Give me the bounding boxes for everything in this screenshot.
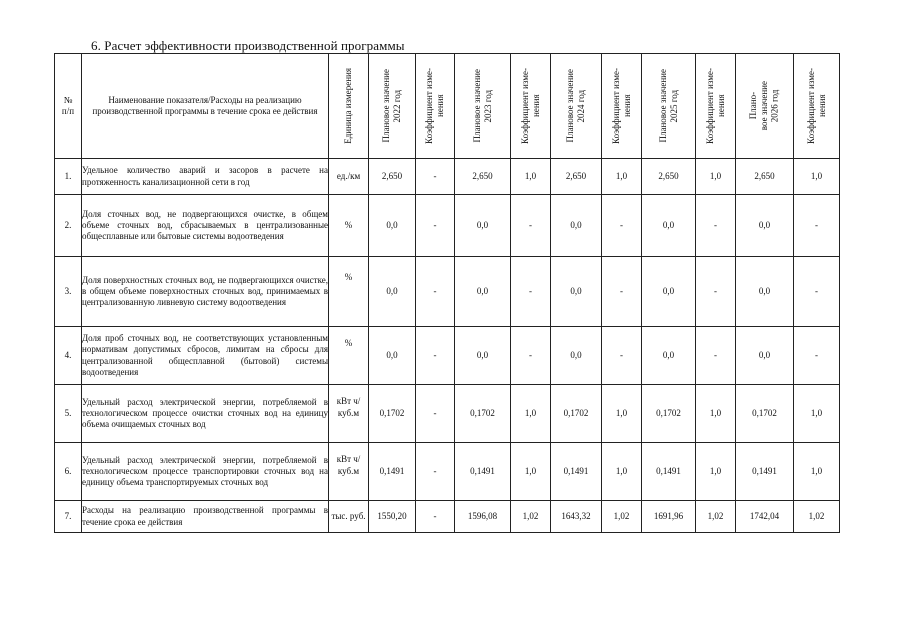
unit-cell: тыс. руб. xyxy=(329,501,369,533)
value-cell: - xyxy=(794,327,840,385)
value-cell: - xyxy=(696,257,736,327)
value-cell: - xyxy=(416,257,455,327)
value-cell: 1,0 xyxy=(511,159,551,195)
indicator-name: Расходы на реализацию производственной программы в течение срока ее действия xyxy=(82,501,329,533)
row-number: 7. xyxy=(55,501,82,533)
value-cell: 0,0 xyxy=(369,195,416,257)
value-cell: - xyxy=(416,501,455,533)
value-cell: 0,0 xyxy=(736,195,794,257)
value-cell: - xyxy=(511,327,551,385)
header-col: Коэффициент изме- нения xyxy=(696,54,736,159)
value-cell: 1,0 xyxy=(511,385,551,443)
value-cell: - xyxy=(794,195,840,257)
value-cell: 0,0 xyxy=(455,327,511,385)
value-cell: 1,0 xyxy=(696,159,736,195)
value-cell: 0,0 xyxy=(369,327,416,385)
value-cell: 0,0 xyxy=(642,327,696,385)
table-row xyxy=(55,501,840,533)
value-cell: 0,1491 xyxy=(736,443,794,501)
table-row xyxy=(55,443,840,501)
unit-cell: % xyxy=(329,315,369,373)
indicator-name: Доля проб сточных вод, не соответствующих установленным нормативам допустимых сбросов, лимитам на сбросы для централизованной общесплавной (бытовой) системы водоотведения xyxy=(82,327,329,385)
row-number: 3. xyxy=(55,257,82,327)
unit-cell: ед./км xyxy=(329,159,369,195)
header-row xyxy=(55,54,840,159)
value-cell: 0,1702 xyxy=(369,385,416,443)
value-cell: 1,0 xyxy=(696,443,736,501)
indicator-name: Доля сточных вод, не подвергающихся очистке, в общем объеме сточных вод, сбрасываемых в централизованные общесплавные или бытовые системы водоотведения xyxy=(82,195,329,257)
value-cell: 0,1702 xyxy=(455,385,511,443)
section-title: 6. Расчет эффективности производственной программы xyxy=(91,38,405,53)
value-cell: 1,0 xyxy=(602,385,642,443)
table-row xyxy=(55,195,840,257)
unit-cell: % xyxy=(329,195,369,257)
value-cell: 0,0 xyxy=(642,257,696,327)
value-cell: - xyxy=(416,159,455,195)
row-number: 5. xyxy=(55,385,82,443)
value-cell: 1,0 xyxy=(794,443,840,501)
header-col: Коэффициент изме- нения xyxy=(794,54,840,159)
value-cell: 0,0 xyxy=(551,327,602,385)
value-cell: 1643,32 xyxy=(551,501,602,533)
value-cell: 1,0 xyxy=(511,443,551,501)
value-cell: 1,0 xyxy=(602,443,642,501)
value-cell: 0,0 xyxy=(642,195,696,257)
header-col: Коэффициент изме- нения xyxy=(511,54,551,159)
value-cell: 2,650 xyxy=(642,159,696,195)
value-cell: - xyxy=(794,257,840,327)
unit-cell: кВт ч/куб.м xyxy=(329,379,369,437)
value-cell: 1,02 xyxy=(696,501,736,533)
header-col: Плановое значение 2024 год xyxy=(551,54,602,159)
value-cell: - xyxy=(416,327,455,385)
value-cell: 1,0 xyxy=(794,385,840,443)
value-cell: 1,0 xyxy=(696,385,736,443)
indicator-name: Удельное количество аварий и засоров в расчете на протяженность канализационной сети в год xyxy=(82,159,329,195)
value-cell: - xyxy=(602,327,642,385)
indicator-name: Доля поверхностных сточных вод, не подвергающихся очистке, в общем объеме поверхностных сточных вод, принимаемых в централизованную ливневую систему водоотведения xyxy=(82,257,329,327)
row-number: 6. xyxy=(55,443,82,501)
table-row xyxy=(55,385,840,443)
value-cell: 2,650 xyxy=(369,159,416,195)
value-cell: - xyxy=(511,195,551,257)
value-cell: 1,0 xyxy=(794,159,840,195)
efficiency-table xyxy=(54,53,840,533)
header-name: Наименование показателя/Расходы на реализацию производственной программы в течение срока ее действия xyxy=(82,54,329,159)
value-cell: - xyxy=(602,195,642,257)
row-number: 2. xyxy=(55,195,82,257)
value-cell: 0,1491 xyxy=(642,443,696,501)
value-cell: - xyxy=(416,443,455,501)
value-cell: - xyxy=(416,385,455,443)
value-cell: 0,0 xyxy=(551,257,602,327)
header-col: Коэффициент изме- нения xyxy=(416,54,455,159)
value-cell: 1,02 xyxy=(794,501,840,533)
table-row xyxy=(55,257,840,327)
unit-cell: кВт ч/куб.м xyxy=(329,437,369,495)
header-col: Коэффициент изме- нения xyxy=(602,54,642,159)
header-col: Плановое значение 2022 год xyxy=(369,54,416,159)
value-cell: 1,02 xyxy=(602,501,642,533)
value-cell: - xyxy=(416,195,455,257)
value-cell: 1596,08 xyxy=(455,501,511,533)
value-cell: 2,650 xyxy=(455,159,511,195)
value-cell: 0,1491 xyxy=(369,443,416,501)
value-cell: - xyxy=(696,195,736,257)
header-col: Плановое значение 2025 год xyxy=(642,54,696,159)
value-cell: 0,0 xyxy=(455,257,511,327)
value-cell: 2,650 xyxy=(551,159,602,195)
value-cell: 1550,20 xyxy=(369,501,416,533)
header-col: Плановое значение 2023 год xyxy=(455,54,511,159)
value-cell: - xyxy=(511,257,551,327)
header-unit: Единица измерения xyxy=(329,54,369,159)
table-row xyxy=(55,159,840,195)
value-cell: 1691,96 xyxy=(642,501,696,533)
value-cell: 1742,04 xyxy=(736,501,794,533)
value-cell: 0,1491 xyxy=(551,443,602,501)
indicator-name: Удельный расход электрической энергии, потребляемой в технологическом процессе транспортировки сточных вод на единицу объема транспортируемых сточных вод xyxy=(82,443,329,501)
value-cell: - xyxy=(602,257,642,327)
value-cell: 0,1702 xyxy=(551,385,602,443)
value-cell: 0,0 xyxy=(455,195,511,257)
row-number: 1. xyxy=(55,159,82,195)
indicator-name: Удельный расход электрической энергии, потребляемой в технологическом процессе очистки сточных вод на единицу объема очищаемых сточных вод xyxy=(82,385,329,443)
value-cell: 1,0 xyxy=(602,159,642,195)
value-cell: 0,0 xyxy=(736,257,794,327)
value-cell: 0,1702 xyxy=(642,385,696,443)
value-cell: 0,1702 xyxy=(736,385,794,443)
value-cell: 1,02 xyxy=(511,501,551,533)
value-cell: 0,0 xyxy=(369,257,416,327)
value-cell: 2,650 xyxy=(736,159,794,195)
row-number: 4. xyxy=(55,327,82,385)
value-cell: 0,0 xyxy=(551,195,602,257)
value-cell: 0,1491 xyxy=(455,443,511,501)
table-row xyxy=(55,327,840,385)
value-cell: - xyxy=(696,327,736,385)
value-cell: 0,0 xyxy=(736,327,794,385)
header-col: Плано- вое значение 2026 год xyxy=(736,54,794,159)
header-num: № п/п xyxy=(55,54,82,159)
unit-cell: % xyxy=(329,243,369,313)
